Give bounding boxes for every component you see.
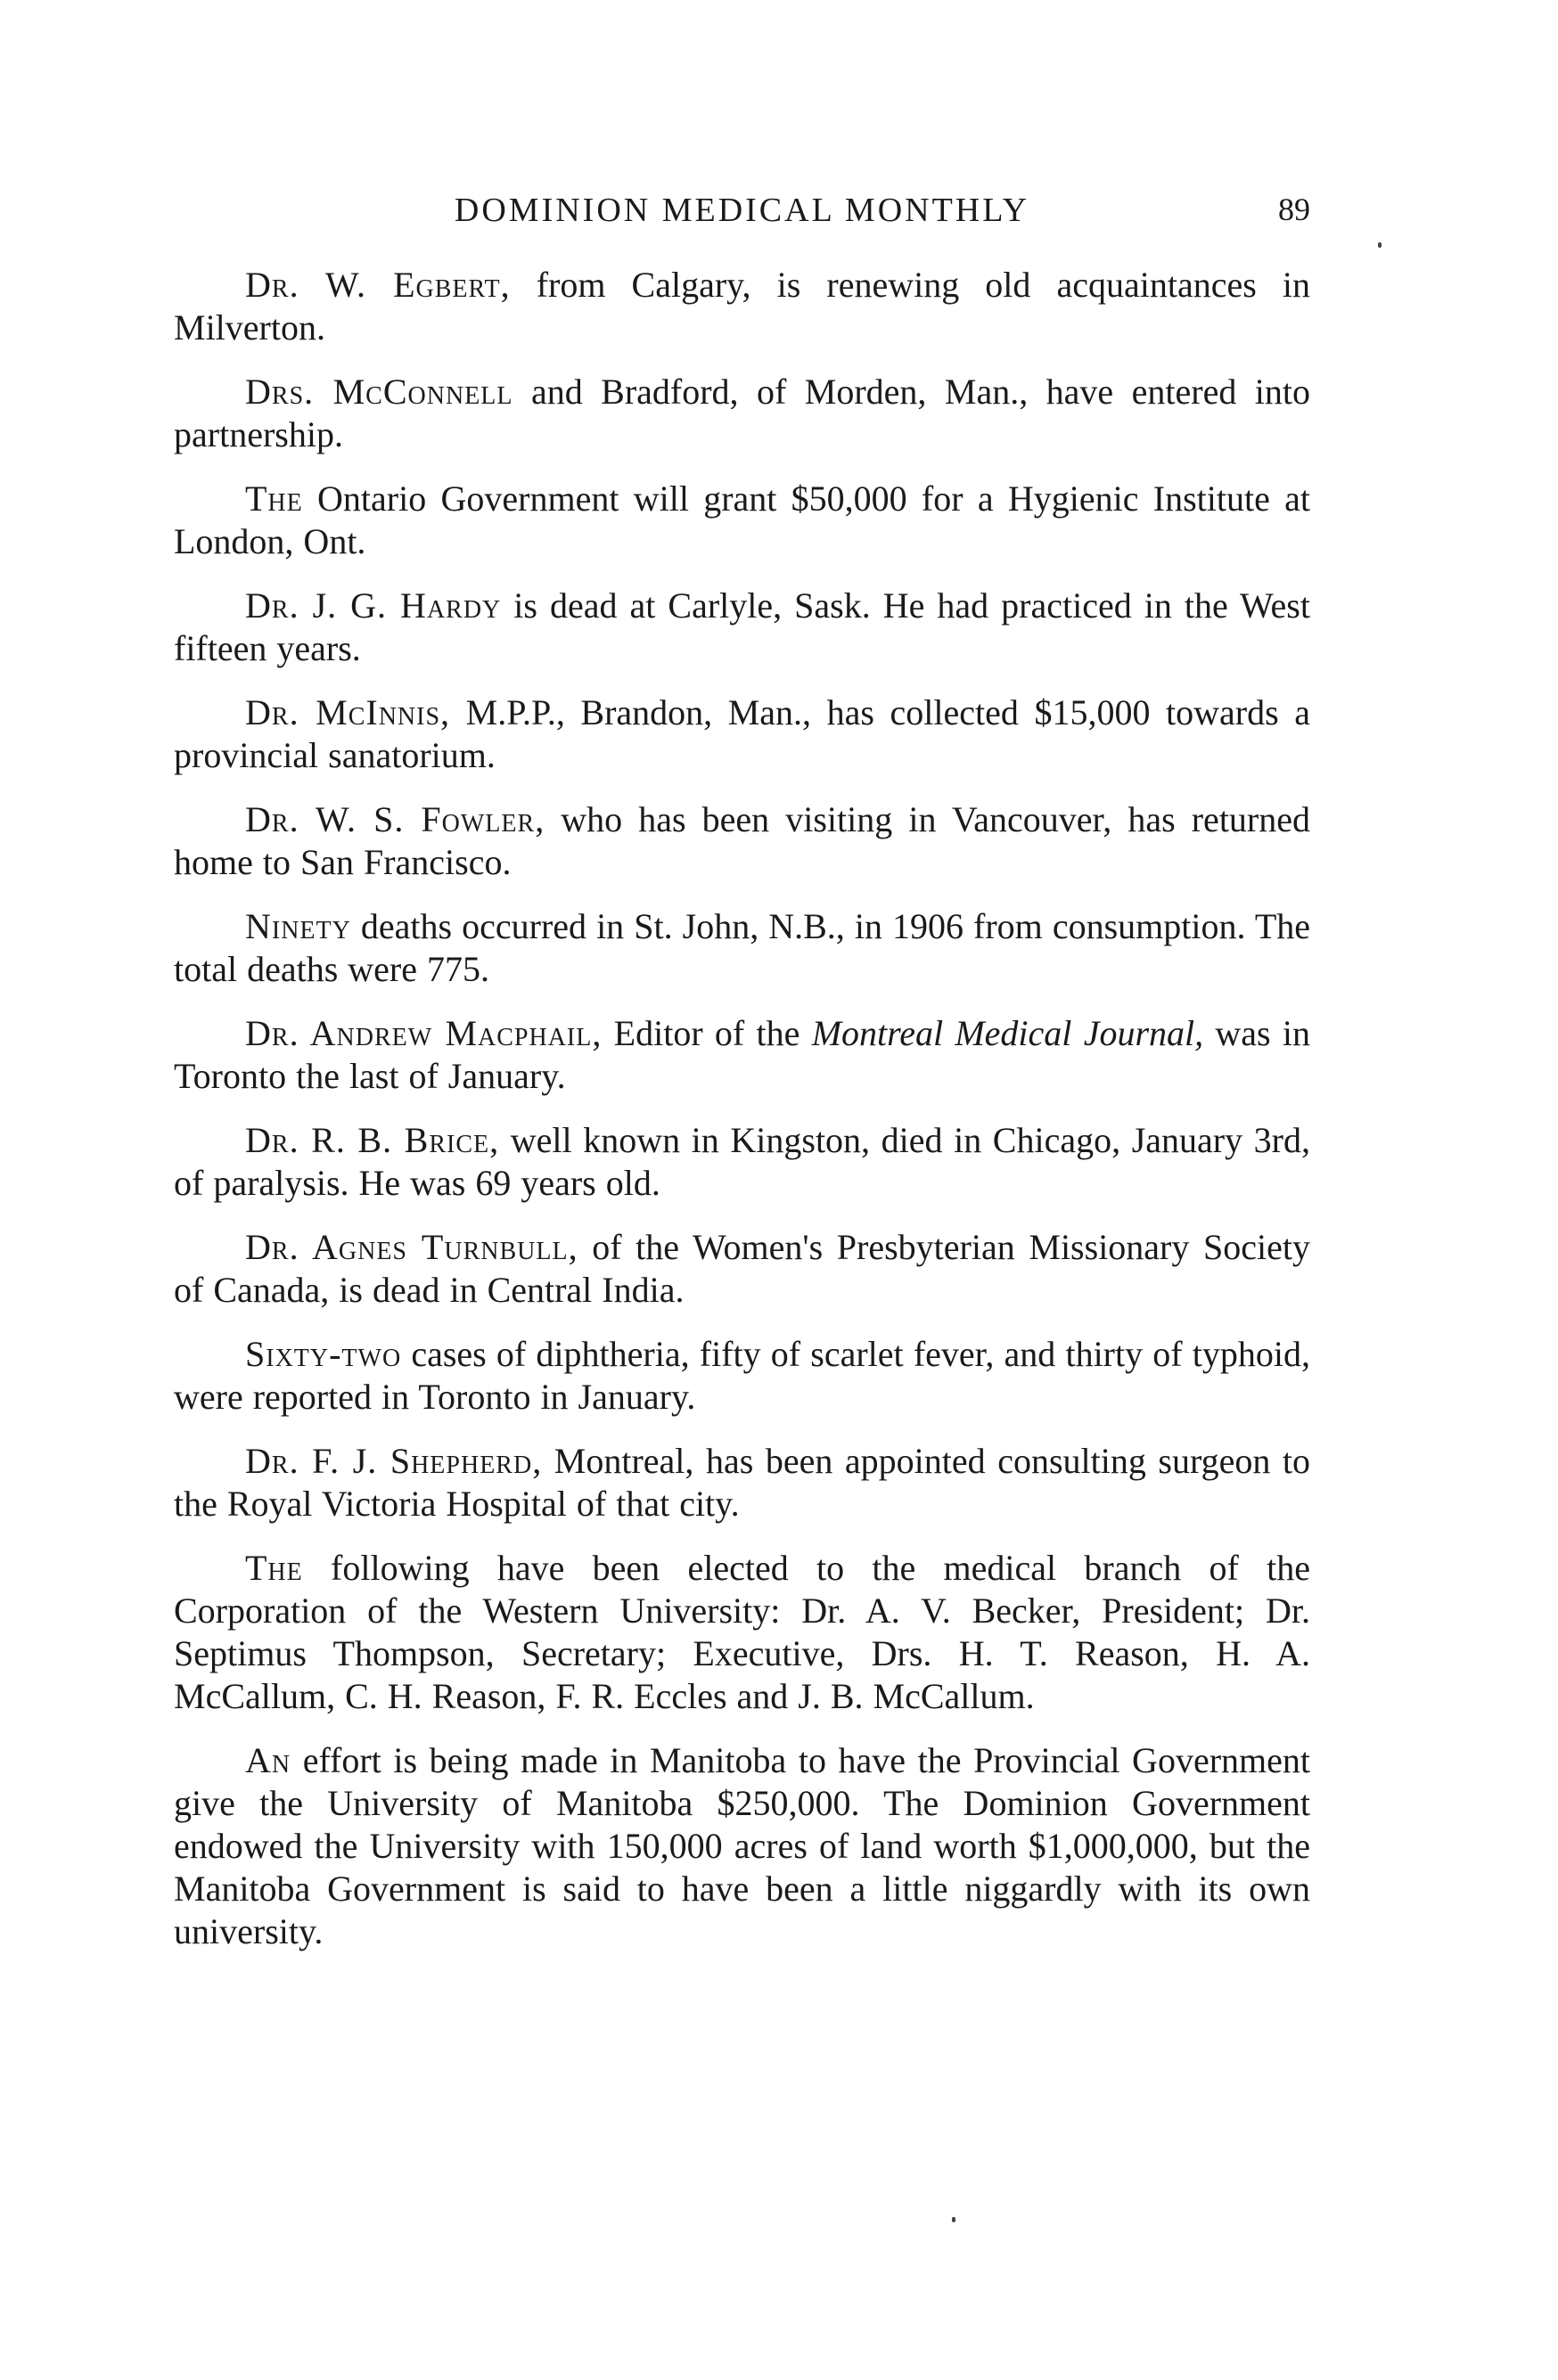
news-item-mcconnell	[174, 371, 1310, 456]
news-item-hardy	[174, 585, 1310, 670]
print-speck	[1378, 242, 1382, 248]
item-text: following have been elected to the medical branch of the Corporation of the Western University: Dr. A. V. Becker, President; Dr. Septimus Thompson, Secretary; Executive, Drs. H. T. Reason, H. A. McCallum, C. H. Reason, F. R. Eccles and J. B. McCallum.	[174, 1548, 1310, 1716]
news-item-hygienic-institute	[174, 478, 1310, 563]
item-lead: Dr. McInnis,	[245, 692, 451, 732]
page-number: 89	[1278, 192, 1310, 227]
item-text: M.P.P., Brandon, Man., has collected $15,000 towards a provincial sanatorium.	[174, 692, 1310, 775]
news-item-consumption-deaths	[174, 905, 1310, 991]
item-lead: Dr. J. G. Hardy	[245, 585, 502, 626]
item-text: effort is being made in Manitoba to have the Provincial Government give the University of Manitoba $250,000. The Dominion Government endowed the University with 150,000 acres of land worth $1,000,000, but the Manitoba Government is said to have been a little niggardly with its own university.	[174, 1740, 1310, 1951]
journal-title: DOMINION MEDICAL MONTHLY	[454, 192, 1030, 229]
item-lead: Ninety	[245, 906, 351, 946]
item-lead: Dr. F. J. Shepherd,	[245, 1441, 543, 1481]
item-lead: Dr. Andrew Macphail,	[245, 1013, 603, 1053]
running-head	[174, 191, 1310, 244]
news-item-egbert	[174, 264, 1310, 349]
item-text: Ontario Government will grant $50,000 for a Hygienic Institute at London, Ont.	[174, 478, 1310, 561]
item-lead: Dr. R. B. Brice,	[245, 1120, 500, 1160]
print-speck	[952, 2217, 955, 2222]
item-lead: The	[245, 1548, 303, 1588]
item-text: of the Women's Presbyterian Missionary Society of Canada, is dead in Central India.	[174, 1227, 1310, 1310]
item-text: cases of diphtheria, fifty of scarlet fever, and thirty of typhoid, were reported in Toronto in January.	[174, 1334, 1310, 1417]
news-items	[174, 264, 1310, 1975]
item-text: Editor of the	[602, 1013, 812, 1053]
item-text: from Calgary, is renewing old acquaintances in Milverton.	[174, 265, 1311, 348]
item-text: is dead at Carlyle, Sask. He had practiced in the West fifteen years.	[174, 585, 1310, 668]
news-item-brice	[174, 1119, 1310, 1205]
item-lead: Sixty-two	[245, 1334, 402, 1374]
journal-name: Montreal Medical Journal,	[811, 1013, 1204, 1053]
news-item-mcinnis	[174, 691, 1310, 777]
news-item-shepherd	[174, 1440, 1310, 1525]
item-text: and Bradford, of Morden, Man., have entered into partnership.	[174, 372, 1311, 454]
item-text-after: was in Toronto the last of January.	[174, 1013, 1311, 1096]
news-item-diseases-toronto	[174, 1333, 1310, 1419]
news-item-western-university	[174, 1547, 1310, 1718]
item-text: well known in Kingston, died in Chicago, January 3rd, of paralysis. He was 69 years old.	[174, 1120, 1310, 1203]
item-lead: Drs. McConnell	[245, 372, 513, 412]
item-text: who has been visiting in Vancouver, has returned home to San Francisco.	[174, 799, 1311, 882]
item-lead: Dr. W. S. Fowler,	[245, 799, 545, 839]
item-text: deaths occurred in St. John, N.B., in 1906 from consumption. The total deaths were 775.	[174, 906, 1310, 989]
news-item-macphail	[174, 1012, 1310, 1098]
news-item-fowler	[174, 798, 1310, 884]
item-lead: Dr. W. Egbert,	[245, 265, 511, 305]
item-lead: The	[245, 478, 303, 519]
item-lead: Dr. Agnes Turnbull,	[245, 1227, 578, 1267]
news-item-manitoba-university	[174, 1739, 1310, 1953]
item-text: Montreal, has been appointed consulting surgeon to the Royal Victoria Hospital of that city.	[174, 1441, 1310, 1524]
item-lead: An	[245, 1740, 291, 1780]
news-item-turnbull	[174, 1226, 1310, 1312]
